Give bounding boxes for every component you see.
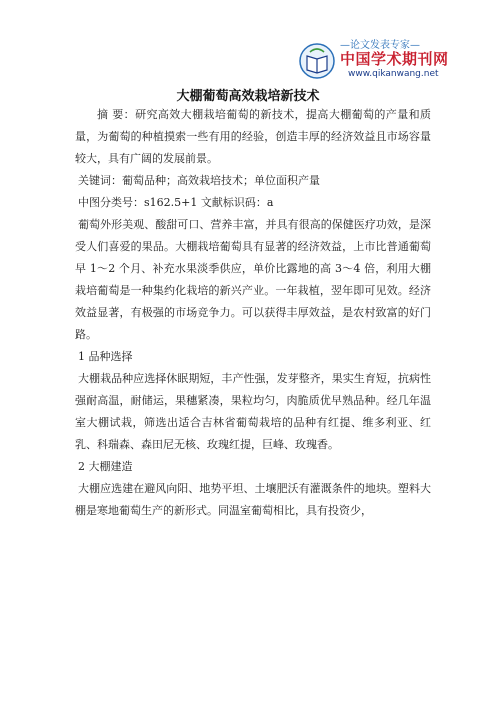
keywords: 关键词：葡萄品种；高效栽培技术；单位面积产量 <box>78 174 320 187</box>
intro-paragraph: 葡萄外形美观、酸甜可口、营养丰富，并具有很高的保健医疗功效，是深受人们喜爱的果品。大棚栽培葡萄具有显著的经济效益，上市比普通葡萄早 1～2 个月、补充水果淡季供应，单价比露地的高 3～4 倍，利用大棚栽培葡萄是一种集约化栽培的新兴产业。一年栽植，翌年即可见效。经济效益显著，有极强的市场竞争力。可以获得丰厚效益，是农村致富的好门路。 <box>75 218 431 341</box>
journal-logo <box>296 36 449 86</box>
abstract: 摘 要：研究高效大棚栽培葡萄的新技术，提高大棚葡萄的产量和质量，为葡萄的种植摸索一些有用的经验，创造丰厚的经济效益且市场容量较大，具有广阔的发展前景。 <box>75 108 431 165</box>
classification: 中图分类号：s162.5+1 文献标识码：a <box>78 196 274 209</box>
logo-url: www.qikanwang.net <box>348 69 439 79</box>
section-text-variety: 大棚栽品种应选择休眠期短，丰产性强，发芽整齐，果实生育短，抗病性强耐高温，耐储运，果穗紧凑，果粒均匀，肉脆质优早熟品种。经几年温室大棚试栽，筛选出适合吉林省葡萄栽培的品种有红提、维多利亚、红乳、科瑞森、森田尼无核、玫瑰红提，巨峰、玫瑰香。 <box>75 372 431 451</box>
section-text-construction: 大棚应选建在避风向阳、地势平坦、土壤肥沃有灌溉条件的地块。塑料大棚是寒地葡萄生产的新形式。同温室葡萄相比，具有投资少， <box>75 482 431 517</box>
section-heading-variety: 1 品种选择 <box>78 350 133 363</box>
book-globe-icon <box>298 42 336 80</box>
article-body <box>75 104 431 522</box>
section-heading-construction: 2 大棚建造 <box>78 460 133 473</box>
logo-tagline: —论文发表专家— <box>340 40 420 51</box>
logo-name: 中国学术期刊网 <box>340 50 449 68</box>
article-title: 大棚葡萄高效栽培新技术 <box>176 89 320 104</box>
